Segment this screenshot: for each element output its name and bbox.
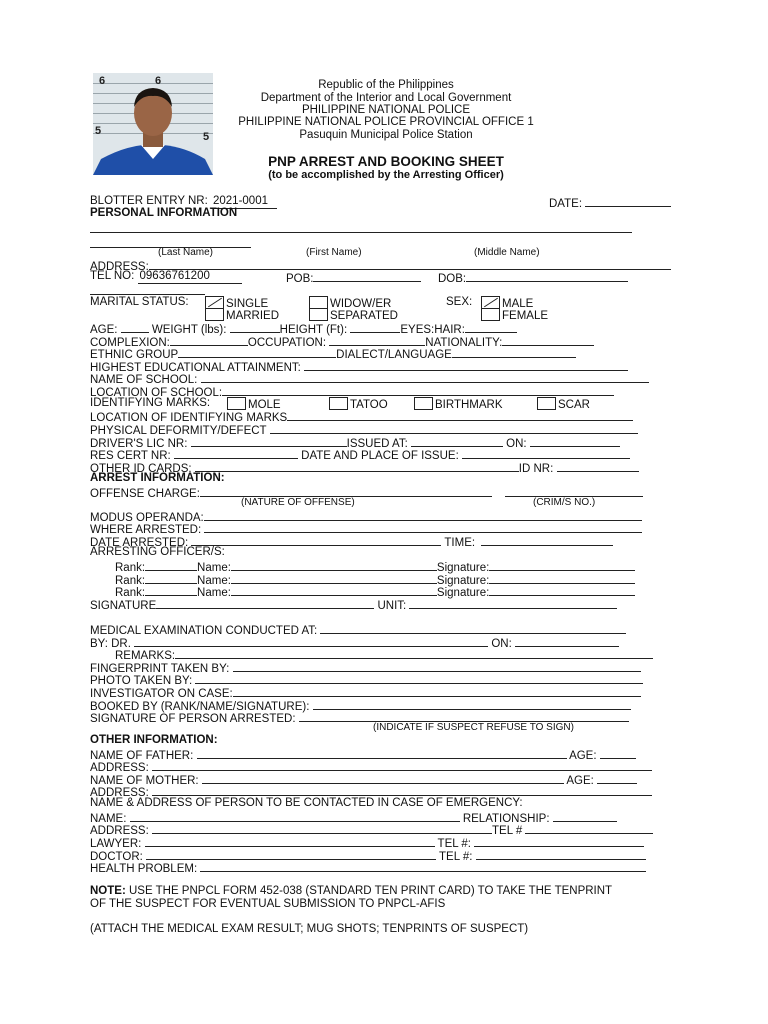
emergency-name-field[interactable] [130,810,460,822]
education-row: HIGHEST EDUCATIONAL ATTAINMENT: [90,359,628,375]
emergency-address-row: ADDRESS: TEL # [90,822,653,838]
header-line: Department of the Interior and Local Government [260,92,512,104]
pob-row: POB: [286,270,421,286]
sex-label: SEX: [446,296,473,308]
education-field[interactable] [304,359,628,371]
height-field[interactable] [350,321,400,333]
other-id-field[interactable] [195,460,519,472]
female-checkbox[interactable] [481,308,500,321]
exam-on-field[interactable] [515,635,619,647]
remarks-row: REMARKS: [115,647,653,663]
signature-field[interactable] [156,597,374,609]
time-arrested-field[interactable] [481,534,613,546]
booked-by-field[interactable] [313,698,631,710]
attach-note: (ATTACH THE MEDICAL EXAM RESULT; MUG SHOTS; TENPRINTS OF SUSPECT) [90,923,529,935]
mother-age-field[interactable] [597,772,637,784]
age-field[interactable] [121,321,149,333]
ruler-number: 6 [155,75,162,87]
medical-exam-field[interactable] [320,622,626,634]
ethnic-row: ETHNIC GROUP DIALECT/LANGUAGE [90,346,576,362]
header-line: PHILIPPINE NATIONAL POLICE PROVINCIAL OFFICE 1 [238,116,534,128]
deformity-row: PHYSICAL DEFORMITY/DEFECT [90,422,638,438]
photo-taken-field[interactable] [195,672,643,684]
officer-rank-field[interactable] [145,572,197,584]
blotter-entry: BLOTTER ENTRY NR: 2021-0001 [90,195,277,209]
relationship-field[interactable] [553,810,617,822]
offense-row: OFFENSE CHARGE: [90,485,643,501]
signature-unit-row: SIGNATURE UNIT: [90,597,617,613]
other-id-row: OTHER ID CARDS: ID NR: [90,460,639,476]
deformity-field[interactable] [270,422,638,434]
middle-name-caption: (Middle Name) [474,247,540,258]
investigator-row: INVESTIGATOR ON CASE: [90,685,641,701]
date-field[interactable] [585,195,671,207]
fingerprint-row: FINGERPRINT TAKEN BY: [90,660,641,676]
drivers-license-row: DRIVER'S LIC NR: ISSUED AT: ON: [90,435,620,451]
school-row: NAME OF SCHOOL: [90,371,649,387]
lawyer-tel-field[interactable] [474,835,644,847]
modus-row: MODUS OPERANDA: [90,509,642,525]
female-option[interactable]: FEMALE [481,308,548,323]
address-row: ADDRESS: [90,258,671,274]
issued-at-field[interactable] [411,435,503,447]
school-location-row: LOCATION OF SCHOOL: [90,384,614,400]
marks-location-field[interactable] [287,409,633,421]
mole-option[interactable]: MOLE [227,397,281,412]
remarks-field[interactable] [175,647,653,659]
officer-name-field[interactable] [231,572,437,584]
health-row: HEALTH PROBLEM: [90,860,646,876]
crim-no-field[interactable] [505,485,643,497]
nature-caption: (NATURE OF OFFENSE) [241,497,355,508]
where-arrested-field[interactable] [204,521,642,533]
arresting-officers-label: ARRESTING OFFICER/S: [90,546,225,558]
fingerprint-field[interactable] [233,660,641,672]
tel-field[interactable]: 09636761200 [138,270,242,284]
school-field[interactable] [201,371,649,383]
officer-row: Rank: Name: Signature: [115,559,635,575]
tel-extra-field[interactable] [90,283,205,295]
lawyer-field[interactable] [145,835,435,847]
emergency-name-row: NAME: RELATIONSHIP: [90,810,617,826]
doctor-row: BY: DR. ON: [90,635,619,651]
address-field[interactable] [149,258,671,270]
officer-name-field[interactable] [231,559,437,571]
other-info-heading: OTHER INFORMATION: [90,734,218,746]
lawyer-row: LAWYER: TEL #: [90,835,644,851]
dob-field[interactable] [466,270,628,282]
doctor-field[interactable] [134,635,488,647]
header-line: Republic of the Philippines [318,79,454,91]
medical-exam-row: MEDICAL EXAMINATION CONDUCTED AT: [90,622,626,638]
officer-row: Rank: Name: Signature: [115,572,635,588]
unit-field[interactable] [409,597,617,609]
emergency-address-field[interactable] [152,822,492,834]
header-line: PHILIPPINE NATIONAL POLICE [301,104,471,116]
refuse-sign-caption: (INDICATE IF SUSPECT REFUSE TO SIGN) [373,722,574,733]
where-arrested-row: WHERE ARRESTED: [90,521,642,537]
mother-address-row: ADDRESS: [90,784,652,800]
header-line: Pasuquin Municipal Police Station [299,129,473,141]
date-arrested-row: DATE ARRESTED: TIME: [90,534,613,550]
tatoo-option[interactable]: TATOO [329,397,388,412]
photo-taken-row: PHOTO TAKEN BY: [90,672,643,688]
father-address-row: ADDRESS: [90,759,652,775]
widower-option[interactable]: WIDOW/ER [309,296,391,311]
birthmark-option[interactable]: BIRTHMARK [414,397,503,412]
doctor-tel-field[interactable] [476,848,646,860]
id-nr-field[interactable] [557,460,639,472]
ethnic-field[interactable] [178,346,336,358]
signature-arrested-field[interactable] [299,710,629,722]
date-place-field[interactable] [462,447,630,459]
officer-row: Rank: Name: Signature: [115,584,635,600]
dialect-field[interactable] [452,346,576,358]
investigator-field[interactable] [233,685,641,697]
separated-option[interactable]: SEPARATED [309,308,398,323]
eyes-hair-field[interactable] [465,321,517,333]
form-title: PNP ARREST AND BOOKING SHEET [268,154,504,169]
officer-signature-field[interactable] [489,572,635,584]
officer-name-field[interactable] [231,584,437,596]
officer-signature-field[interactable] [489,559,635,571]
separated-checkbox[interactable] [309,308,328,321]
doctor-info-field[interactable] [146,848,436,860]
scar-option[interactable]: SCAR [537,397,590,412]
complexion-row: COMPLEXION: OCCUPATION: NATIONALITY: [90,334,594,350]
res-cert-row: RES CERT NR: DATE AND PLACE OF ISSUE: [90,447,630,463]
ruler-number: 6 [99,75,106,87]
form-subtitle: (to be accomplished by the Arresting Officer) [268,169,504,181]
occupation-field[interactable] [329,334,425,346]
doctor-info-row: DOCTOR: TEL #: [90,848,646,864]
booked-by-row: BOOKED BY (RANK/NAME/SIGNATURE): [90,698,631,714]
father-row: NAME OF FATHER: AGE: [90,747,636,763]
date-field-row: DATE: [549,195,671,211]
marks-location-row: LOCATION OF IDENTIFYING MARKS [90,409,633,425]
ruler-number: 5 [95,125,102,137]
father-name-field[interactable] [197,747,567,759]
mother-name-field[interactable] [202,772,564,784]
dob-row: DOB: [438,270,628,286]
single-option[interactable]: SINGLE [205,296,268,311]
issued-on-field[interactable] [530,435,620,447]
complexion-field[interactable] [170,334,248,346]
full-name-field[interactable] [90,221,632,233]
mother-row: NAME OF MOTHER: AGE: [90,772,637,788]
weight-field[interactable] [230,321,280,333]
nationality-field[interactable] [502,334,594,346]
male-option[interactable]: MALE [481,296,533,311]
school-location-field[interactable] [222,384,614,396]
father-age-field[interactable] [600,747,636,759]
officer-rank-field[interactable] [145,584,197,596]
drivers-license-field[interactable] [191,435,347,447]
emergency-tel-field[interactable] [525,822,653,834]
res-cert-field[interactable] [174,447,298,459]
age-weight-row: AGE: WEIGHT (lbs): HEIGHT (Ft): EYES:HAIR: [90,321,517,337]
blotter-entry-field[interactable]: 2021-0001 [211,195,277,209]
offense-field[interactable] [200,485,492,497]
modus-field[interactable] [204,509,642,521]
officer-rank-field[interactable] [145,559,197,571]
crim-caption: (CRIM/S NO.) [533,497,596,508]
ruler-number: 5 [203,131,210,143]
pob-field[interactable] [313,270,421,282]
last-name-caption: (Last Name) [158,247,214,258]
first-name-caption: (First Name) [306,247,362,258]
health-field[interactable] [200,860,646,872]
date-arrested-field[interactable] [191,534,441,546]
signature-arrested-row: SIGNATURE OF PERSON ARRESTED: [90,710,629,726]
mother-address-field[interactable] [152,784,652,796]
personal-info-heading: PERSONAL INFORMATION [90,207,238,219]
married-checkbox[interactable] [205,308,224,321]
note-line: NOTE: USE THE PNPCL FORM 452-038 (STANDARD TEN PRINT CARD) TO TAKE THE TENPRINT [90,885,613,897]
marital-status-label: MARITAL STATUS: [90,296,189,308]
father-address-field[interactable] [152,759,652,771]
officer-signature-field[interactable] [489,584,635,596]
married-option[interactable]: MARRIED [205,308,279,323]
identifying-marks-label: IDENTIFYING MARKS: [90,397,211,409]
note-line-2: OF THE SUSPECT FOR EVENTUAL SUBMISSION TO PNPCL-AFIS [90,898,446,910]
arrest-info-heading: ARREST INFORMATION: [90,472,225,484]
tel-row: TEL NO: 09636761200 [90,270,242,284]
emergency-label: NAME & ADDRESS OF PERSON TO BE CONTACTED IN CASE OF EMERGENCY: [90,797,523,809]
